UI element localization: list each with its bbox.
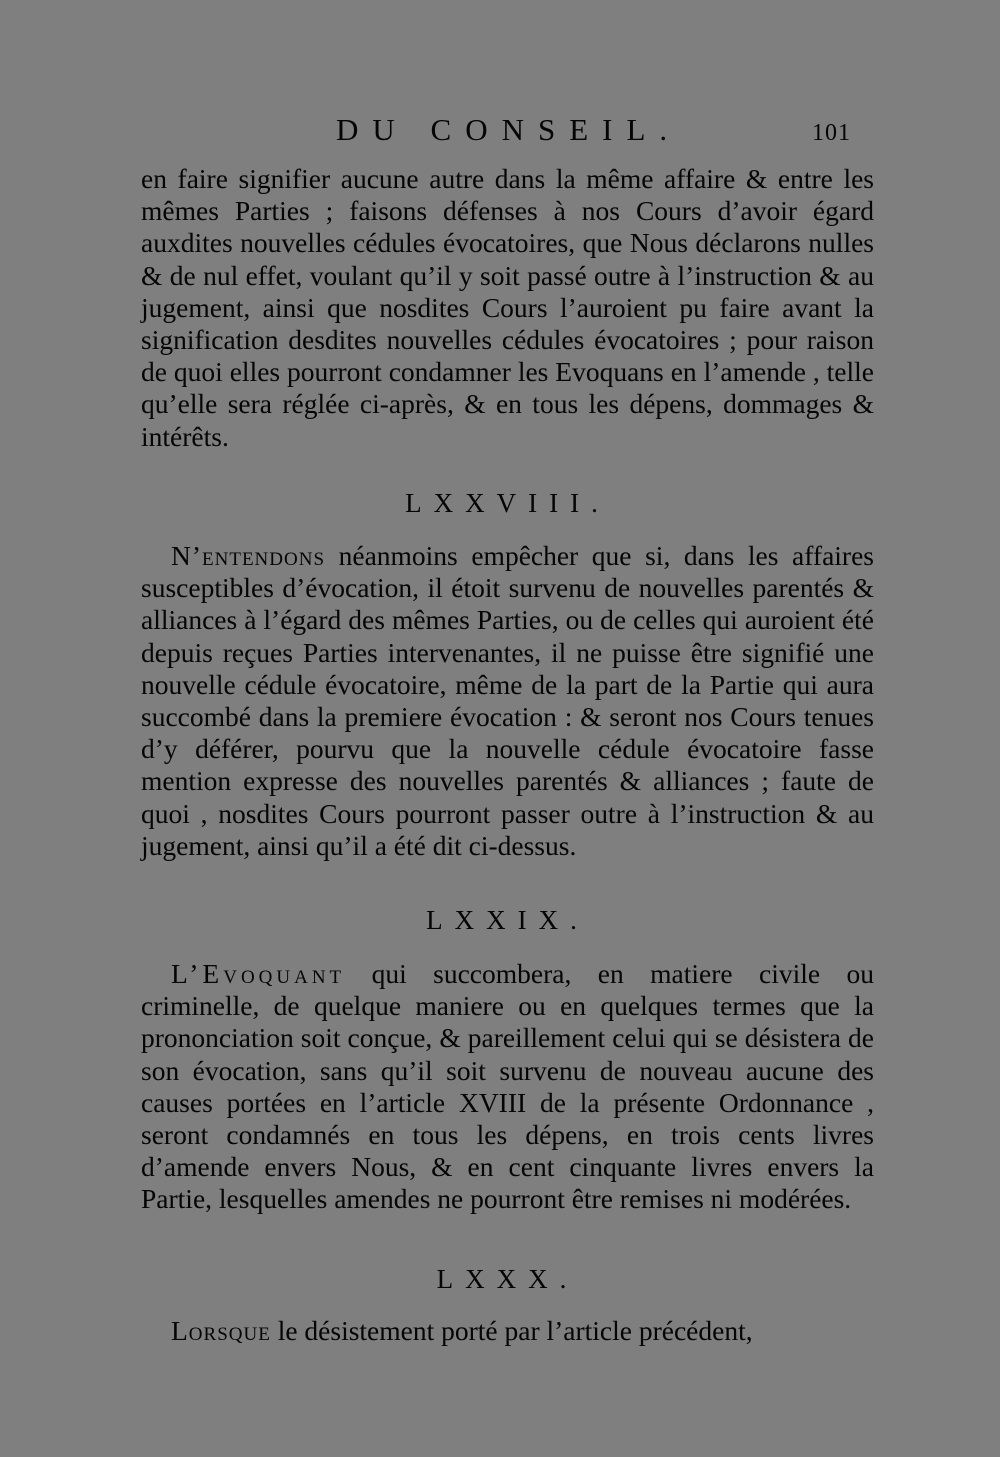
article-body-text: qui succombera, en matiere civile ou criminelle, de quelque maniere ou en quelques termes que la prononciation soit conçue, & pareillement celui qui se désistera de son évocation, sans qu’il soit survenu de nouveau aucune des causes portées en l’article XVIII de la présente Ordonnance , seront condamnés en tous les dépens, en trois cents livres d’amende envers Nous, & en cent cinquante livres envers la Partie, lesquelles amendes ne pourront être remises ni modérées. (141, 958, 874, 1215)
article-heading-lxxx: LXXX. (436, 1264, 579, 1294)
article-lead-word: N’entendons (171, 540, 326, 571)
article-heading-lxxviii: LXXVIII. (405, 488, 610, 518)
article-paragraph-lxxx (141, 1315, 874, 1347)
running-title: DU CONSEIL. (336, 112, 682, 147)
article-body-text: le désistement porté par l’article précédent, (270, 1315, 753, 1346)
article-paragraph-lxxix (141, 958, 874, 1216)
paragraph-continued: en faire signifier aucune autre dans la même affaire & entre les mêmes Parties ; faisons défenses à nos Cours d’avoir égard auxdites nouvelles cédules évocatoires, que Nous déclarons nulles & de nul effet, voulant qu’il y soit passé outre à l’instruction & au jugement, ainsi que nosdites Cours l’auroient pu faire avant la signification desdites nouvelles cédules évocatoires ; pour raison de quoi elles pourront condamner les Evoquans en l’amende , telle qu’elle sera réglée ci-après, & en tous les dépens, dommages & intérêts. (141, 163, 874, 452)
page-number: 101 (812, 120, 851, 146)
article-lead-word: Lorsque (171, 1315, 271, 1346)
article-lead-word: L’Evoquant (171, 958, 346, 989)
article-paragraph-lxxviii (141, 540, 874, 862)
page-header (0, 112, 1000, 156)
article-body-text: néanmoins empêcher que si, dans les affaires susceptibles d’évocation, il étoit survenu de nouvelles parentés & alliances à l’égard des mêmes Parties, ou de celles qui auroient été depuis reçues Parties intervenantes, il ne puisse être signifié une nouvelle cédule évocatoire, même de la part de la Partie qui aura succombé dans la premiere évocation : & seront nos Cours tenues d’y déférer, pourvu que la nouvelle cédule évocatoire fasse mention expresse des nouvelles parentés & alliances ; faute de quoi , nosdites Cours pourront passer outre à l’instruction & au jugement, ainsi qu’il a été dit ci-dessus. (141, 540, 874, 861)
article-heading-lxxix: LXXIX. (426, 905, 589, 935)
